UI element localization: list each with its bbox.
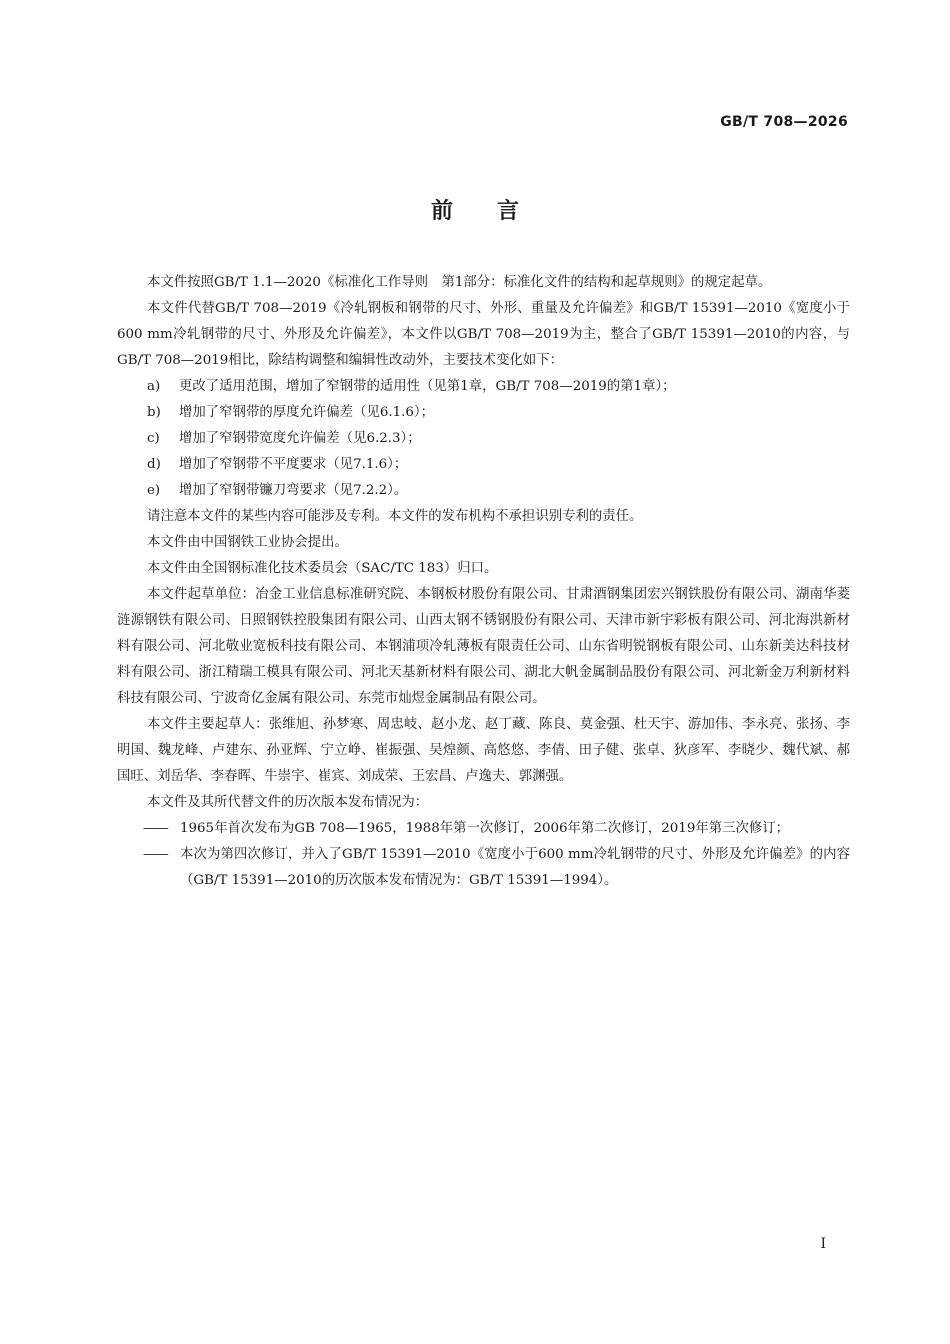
paragraph-proposer: 本文件由中国钢铁工业协会提出。: [147, 535, 348, 550]
list-item-text: 更改了适用范围，增加了窄钢带的适用性（见第1章，GB/T 708—2019的第1章）；: [179, 379, 676, 394]
history-item-text: 1965年首次发布为GB 708—1965，1988年第一次修订，2006年第二次修订，2019年第三次修订；: [180, 821, 790, 836]
list-item-text: 增加了窄钢带不平度要求（见7.1.6）；: [179, 457, 408, 472]
list-item: [117, 452, 850, 478]
page-title: 前言: [430, 199, 563, 224]
paragraph-replacement: 本文件代替GB/T 708—2019《冷轧钢板和钢带的尺寸、外形、重量及允许偏差》和GB/T 15391—2010《宽度小于600 mm冷轧钢带的尺寸、外形及允许偏差》，本文件以GB/T 708—2019为主，整合了GB/T 15391—2010的内容，与GB/T 708—2019相比，除结构调整和编辑性改动外，主要技术变化如下：: [117, 301, 850, 368]
paragraph-drafters: 本文件主要起草人：张维旭、孙梦寒、周忠岐、赵小龙、赵丁藏、陈良、莫金强、杜天宇、游加伟、李永亮、张扬、李明国、魏龙峰、卢建东、孙亚辉、宁立峥、崔振强、吴煌颜、高悠悠、李倩、田子健、张卓、狄彦军、李晓少、魏代斌、郝国旺、刘岳华、李春晖、牛崇宇、崔宾、刘成荣、王宏昌、卢逸夫、郭渊强。: [117, 717, 850, 784]
list-item-label: b): [147, 405, 161, 420]
list-item-label: c): [147, 431, 160, 446]
list-item: [117, 426, 850, 452]
list-item-text: 增加了窄钢带宽度允许偏差（见6.2.3）；: [179, 431, 421, 446]
list-item-text: 增加了窄钢带镰刀弯要求（见7.2.2）。: [179, 483, 408, 498]
list-item-label: e): [147, 483, 161, 498]
paragraph-history-intro: 本文件及其所代替文件的历次版本发布情况为：: [147, 795, 429, 810]
paragraph-committee: 本文件由全国钢标准化技术委员会（SAC/TC 183）归口。: [147, 561, 498, 576]
history-item: [117, 816, 850, 842]
page-number: I: [820, 1236, 826, 1252]
paragraph-drafting-units: 本文件起草单位：冶金工业信息标准研究院、本钢板材股份有限公司、甘肃酒钢集团宏兴钢铁股份有限公司、湖南华菱涟源钢铁有限公司、日照钢铁控股集团有限公司、山西太钢不锈钢股份有限公司、天津市新宇彩板有限公司、河北海洪新材料有限公司、河北敬业宽板科技有限公司、本钢浦项冷轧薄板有限责任公司、山东省明锐钢板有限公司、山东新美达科技材料有限公司、浙江精瑞工模具有限公司、河北天基新材料有限公司、湖北大帆金属制品股份有限公司、河北新金万利新材料科技有限公司、宁波奇亿金属有限公司、东莞市灿煜金属制品有限公司。: [117, 587, 850, 706]
history-item-dash: ——: [143, 847, 168, 862]
list-item-label: d): [147, 457, 161, 472]
list-item-label: a): [147, 379, 161, 394]
list-item: [117, 400, 850, 426]
history-item: [117, 842, 850, 894]
history-item-text: 本次为第四次修订，并入了GB/T 15391—2010《宽度小于600 mm冷轧钢带的尺寸、外形及允许偏差》的内容（GB/T 15391—2010的历次版本发布情况为：GB/T 15391—1994）。: [180, 847, 850, 888]
paragraph-drafting-rules: 本文件按照GB/T 1.1—2020《标准化工作导则 第1部分：标准化文件的结构和起草规则》的规定起草。: [147, 275, 772, 290]
list-item-text: 增加了窄钢带的厚度允许偏差（见6.1.6）；: [179, 405, 435, 420]
foreword-body: [117, 270, 850, 894]
paragraph-patent-notice: 请注意本文件的某些内容可能涉及专利。本文件的发布机构不承担识别专利的责任。: [147, 509, 643, 524]
standard-number: GB/T 708—2026: [720, 114, 848, 130]
list-item: [117, 374, 850, 400]
list-item: [117, 478, 850, 504]
history-item-dash: ——: [143, 821, 168, 836]
